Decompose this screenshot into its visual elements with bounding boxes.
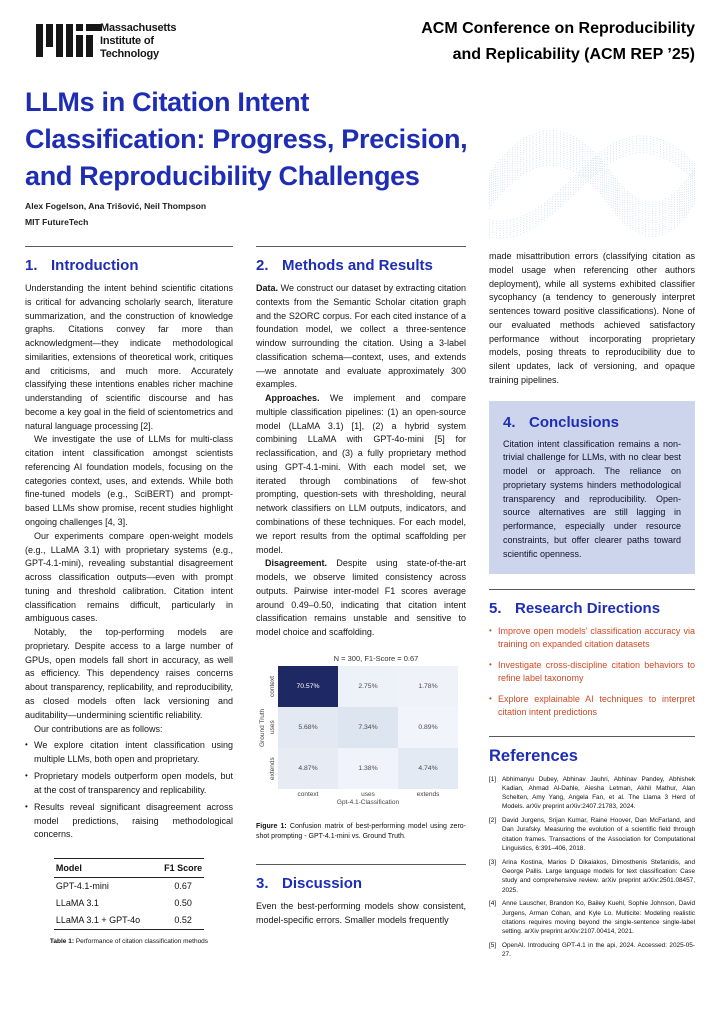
mit-logo-icon bbox=[36, 24, 102, 57]
matrix-cell: 70.57% bbox=[278, 666, 338, 707]
conference-name: ACM Conference on Reproducibility and Replicability (ACM REP ’25) bbox=[421, 20, 695, 64]
contribution-item: • We explore citation intent classification using multiple LLMs, both open and proprietary. bbox=[25, 739, 233, 766]
conclusions-text: Citation intent classification remains a non-trivial challenge for LLMs, with no clear best model or approach. The reliance on proprietary systems hinders methodological transparency and reproducibility. Open-source alternatives are still lagging in performance, especially under resource constraints, but offer clearer paths toward scientific openness. bbox=[503, 438, 681, 559]
wave-decoration bbox=[489, 108, 695, 240]
poster-title: LLMs in Citation Intent Classification: Progress, Precision, and Reproducibility Challenges bbox=[25, 87, 468, 191]
matrix-cell: 0.89% bbox=[398, 707, 458, 748]
intro-paragraph: Our contributions are as follows: bbox=[34, 723, 163, 734]
column-introduction bbox=[25, 240, 233, 945]
section-divider bbox=[489, 589, 695, 590]
reference-item: [3] Arina Kostina, Marios D Dikaiakos, Dimosthenis Stefanidis, and George Pallis. Large language models for text classification: Case study and comprehensive review. arXiv preprint arXiv:2501.08457, 2025. bbox=[489, 858, 695, 894]
discussion-heading: 3. Discussion bbox=[256, 875, 363, 893]
matrix-cell: 5.68% bbox=[278, 707, 338, 748]
results-table bbox=[54, 858, 204, 930]
intro-paragraph: We investigate the use of LLMs for multi-class citation intent classification amongst scientists referencing AI foundation models, focusing on the categories context, uses, and extends. While both fine-tuned models (e.g., SciBERT) and prompt-based LLMs show promise, recent studies highlight ongoing challenges [4, 3]. bbox=[25, 434, 233, 528]
intro-heading: 1. Introduction bbox=[25, 257, 139, 274]
contribution-list bbox=[25, 739, 233, 842]
methods-paragraph-approaches: Approaches. We implement and compare multiple classification pipelines: (1) an open-source model (LLaMA 3.1) [1], (2) a hybrid system combining LLaMA with GPT-4o-mini [5] for reclassification, and (3) a fully proprietary method using GPT-4.1-mini. With each model set, we iterated through combinations of few-shot prompting, question-sets with thresholding, neural network classifiers on LLM outputs, indicators, and combinations of these techniques. For each model, we report results from the optimal scaffolding per model. bbox=[256, 393, 466, 555]
intro-paragraph: Notably, the top-performing models are proprietary. Despite access to a large number of GPUs, open models fall short in accuracy, as well as efficiency. This dependency raises concerns about transparency, replicability, and reproducibility, as closed models often lack versioning and auditability—undermining scientific reliability. bbox=[25, 627, 233, 720]
figure-caption: Figure 1: Confusion matrix of best-performing model using zero-shot prompting - GPT-4.1-mini vs. Ground Truth. bbox=[256, 822, 466, 841]
logo-line: Technology bbox=[100, 48, 159, 61]
figure-xtick-labels: context uses extends bbox=[297, 790, 440, 798]
discussion-paragraph: Even the best-performing models show consistent, model-specific errors. Smaller models frequently bbox=[256, 901, 466, 925]
figure-xlabel: Gpt-4.1-Classification bbox=[336, 798, 400, 806]
figure-ytick-labels: context uses extends bbox=[269, 675, 276, 780]
matrix-cell: 7.34% bbox=[338, 707, 398, 748]
logo-line: Massachusetts bbox=[100, 22, 177, 34]
mit-logo-wordmark bbox=[100, 22, 176, 62]
affiliation: MIT FutureTech bbox=[25, 217, 89, 227]
research-direction-item: • Explore explainable AI techniques to interpret citation intent predictions bbox=[489, 693, 695, 720]
section-divider bbox=[25, 246, 233, 247]
references-heading: References bbox=[489, 746, 578, 765]
section-divider bbox=[256, 864, 466, 865]
research-direction-item: • Investigate cross-discipline citation behaviors to refine label taxonomy bbox=[489, 659, 695, 686]
references-list bbox=[489, 775, 695, 960]
logo-line: Institute of bbox=[100, 35, 154, 48]
column-conclusions bbox=[489, 108, 695, 964]
column-methods bbox=[256, 240, 466, 928]
methods-heading: 2. Methods and Results bbox=[256, 257, 433, 274]
section-divider bbox=[256, 246, 466, 247]
table-header-model: Model bbox=[54, 858, 142, 877]
reference-item: [1] Abhimanyu Dubey, Abhinav Jauhri, Abhinav Pandey, Abhishek Kadian, Ahmad Al-Dahle, Aiesha Letman, Akhil Mathur, Alan Schelten, Amy Yang, Angela Fan, et al. The Llama 3 Herd of Models. arXiv preprint arXiv:2407.21783, 2024. bbox=[489, 775, 695, 811]
confusion-matrix-grid bbox=[278, 666, 458, 789]
research-directions-list bbox=[489, 625, 695, 720]
research-directions-heading: 5. Research Directions bbox=[489, 599, 661, 617]
intro-paragraph: Understanding the intent behind scientific citations is critical for advancing scholarly search, literature summarization, and the construction of knowledge graphs. Citations convey far more than acknowledgment—they indicate methodological similarities, extensions of theoretical work, critiques and criticisms, and much more. Accurately classifying these intentions enables richer machine understanding of scientific discourse and has become a key goal in the field of scientometrics and natural language processing [2]. bbox=[25, 283, 233, 431]
table-row: LLaMA 3.1 + GPT-4o 0.52 bbox=[54, 912, 204, 930]
research-direction-item: • Improve open models’ classification accuracy via training on expanded citation datasets bbox=[489, 625, 695, 652]
section-divider bbox=[489, 736, 695, 737]
authors: Alex Fogelson, Ana Trišović, Neil Thompson bbox=[25, 201, 207, 211]
methods-paragraph-disagreement: Disagreement. Despite using state-of-the-art models, we observe limited consistency across outputs. Pairwise inter-model F1 scores average around 0.49–0.50, indicating that citation intent classification remains unstable and sensitive to model choice and scaffolding. bbox=[256, 558, 466, 638]
intro-paragraph: Our experiments compare open-weight models (e.g., LLaMA 3.1) with proprietary systems (e.g., GPT-4.1-mini), revealing substantial disagreement across classification outputs—even with prompt tuning and threshold calibration. Citation intent classification remains difficult, particularly in ambiguous cases. bbox=[25, 530, 233, 624]
table-caption: Table 1: Performance of citation classification methods bbox=[49, 937, 209, 945]
matrix-cell: 4.74% bbox=[398, 748, 458, 789]
matrix-cell: 4.87% bbox=[278, 748, 338, 789]
matrix-cell: 1.78% bbox=[398, 666, 458, 707]
table-row: LLaMA 3.1 0.50 bbox=[55, 898, 192, 909]
figure-title: N = 300, F1-Score = 0.67 bbox=[333, 653, 419, 663]
matrix-cell: 2.75% bbox=[338, 666, 398, 707]
matrix-cell: 1.38% bbox=[338, 748, 398, 789]
figure-ylabel: Ground Truth bbox=[259, 708, 266, 747]
contribution-item: • Results reveal significant disagreement across model predictions, raising methodological concerns. bbox=[25, 801, 233, 842]
reference-item: [2] David Jurgens, Srijan Kumar, Raine Hoover, Dan McFarland, and Dan Jurafsky. Measuring the evolution of a scientific field through citation frames. Transactions of the Association for Computational Linguistics, 6:391–406, 2018. bbox=[489, 817, 695, 853]
reference-item: [4] Anne Lauscher, Brandon Ko, Bailey Kuehl, Sophie Johnson, David Jurgens, Arman Cohan, and Kyle Lo. Multicite: Modeling realistic citations requires moving beyond the single-sentence single-label setting. arXiv preprint arXiv:2107.00414, 2021. bbox=[489, 900, 695, 936]
discussion-continuation: made misattribution errors (classifying citation as model usage when referencing other authors deployment), while all systems exhibited classifier sycophancy (a tendency to generously interpret sentences toward positive classifications). None of our evaluated methods achieved satisfactory performance without incorporating proprietary models, posing threats to reproducibility due to silent updates, lack of versioning, and opaque training pipelines. bbox=[489, 251, 695, 385]
table-row: GPT-4.1-mini 0.67 bbox=[55, 881, 192, 892]
confusion-matrix-figure bbox=[256, 654, 466, 842]
conclusions-box bbox=[489, 401, 695, 574]
contribution-item: • Proprietary models outperform open models, but at the cost of transparency and replicability. bbox=[25, 770, 233, 797]
conclusions-heading: 4. Conclusions bbox=[503, 413, 620, 431]
reference-item: [5] OpenAI. Introducing GPT-4.1 in the api, 2024. Accessed: 2025-05-27. bbox=[489, 942, 695, 959]
table-header-f1: F1 Score bbox=[142, 858, 204, 877]
methods-paragraph-data: Data. We construct our dataset by extracting citation contexts from the Semantic Scholar citation graph and the S2ORC corpus. For each cited instance of a foundation model, we collect a three-sentence window surrounding the citation. Using a 3-label classification schema—context, uses, and extends—we annotate and evaluate approximately 300 examples. bbox=[256, 283, 466, 390]
